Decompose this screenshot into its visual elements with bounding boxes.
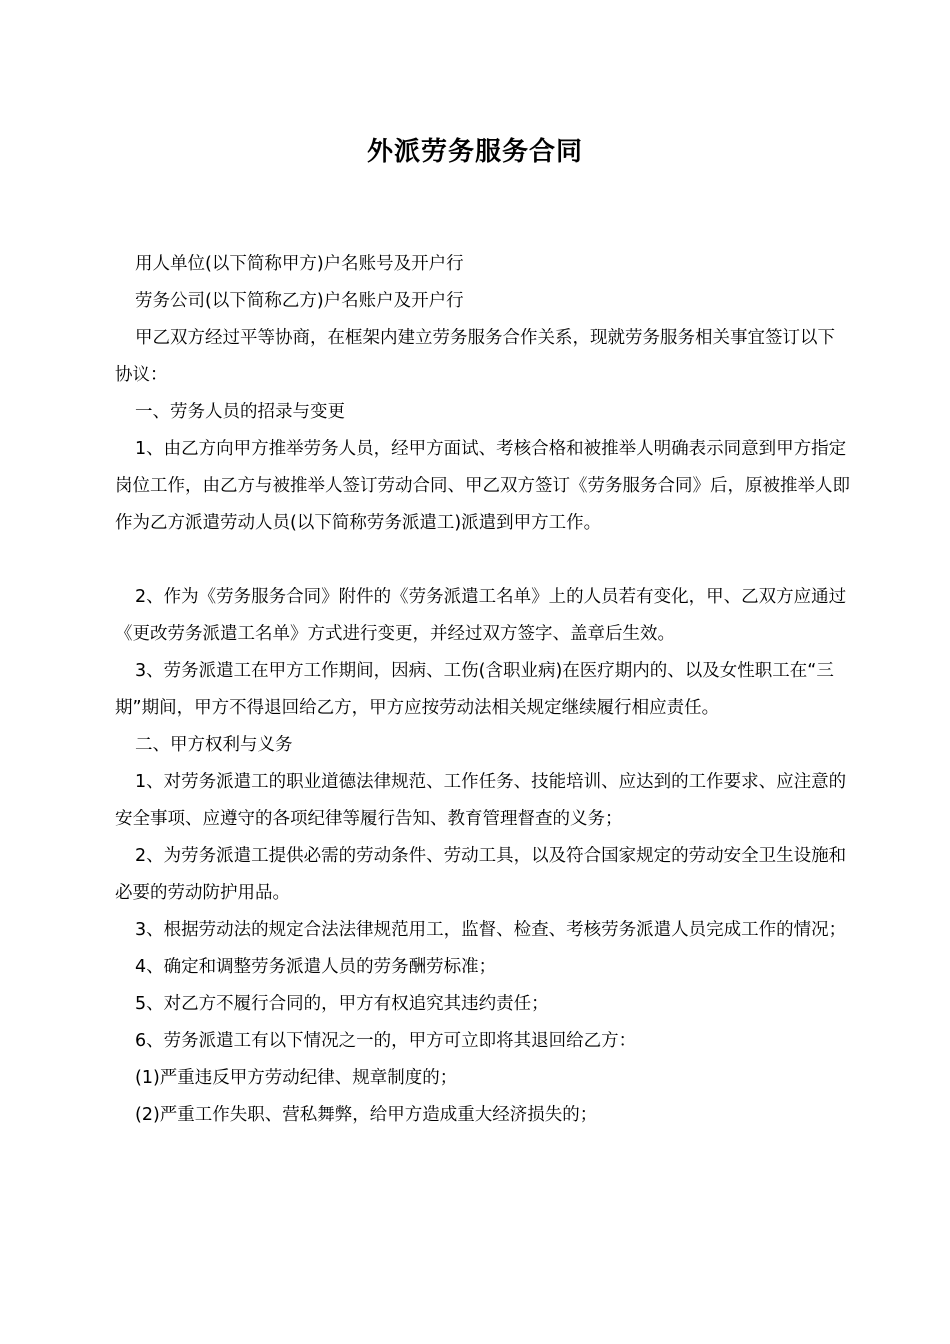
- sub-clause-item: (2)严重工作失职、营私舞弊，给甲方造成重大经济损失的；: [135, 1105, 598, 1125]
- party-a-line: 用人单位(以下简称甲方)户名账号及开户行: [135, 254, 464, 274]
- section-heading-1: 一、劳务人员的招录与变更: [135, 402, 345, 422]
- party-b-line: 劳务公司(以下简称乙方)户名账户及开户行: [135, 291, 464, 311]
- preamble-paragraph: 甲乙双方经过平等协商，在框架内建立劳务服务合作关系，现就劳务服务相关事宜签订以下协议：: [115, 328, 835, 385]
- document-title: 外派劳务服务合同: [366, 137, 583, 167]
- document-body: [115, 246, 850, 1134]
- clause-paragraph: 5、对乙方不履行合同的，甲方有权追究其违约责任；: [135, 994, 549, 1014]
- clause-paragraph: 2、作为《劳务服务合同》附件的《劳务派遣工名单》上的人员若有变化，甲、乙双方应通过《更改劳务派遣工名单》方式进行变更，并经过双方签字、盖章后生效。: [115, 587, 847, 644]
- clause-paragraph: 1、由乙方向甲方推举劳务人员，经甲方面试、考核合格和被推举人明确表示同意到甲方指定岗位工作，由乙方与被推举人签订劳动合同、甲乙双方签订《劳务服务合同》后，原被推举人即作为乙方派遣劳动人员(以下简称劳务派遣工)派遣到甲方工作。: [115, 439, 850, 533]
- clause-paragraph: 2、为劳务派遣工提供必需的劳动条件、劳动工具，以及符合国家规定的劳动安全卫生设施和必要的劳动防护用品。: [115, 846, 847, 903]
- clause-paragraph: 4、确定和调整劳务派遣人员的劳务酬劳标准；: [135, 957, 497, 977]
- clause-paragraph: 1、对劳务派遣工的职业道德法律规范、工作任务、技能培训、应达到的工作要求、应注意的安全事项、应遵守的各项纪律等履行告知、教育管理督查的义务；: [115, 772, 847, 829]
- blank-line: [115, 542, 850, 579]
- clause-paragraph: 3、劳务派遣工在甲方工作期间，因病、工伤(含职业病)在医疗期内的、以及女性职工在“三期”期间，甲方不得退回给乙方，甲方应按劳动法相关规定继续履行相应责任。: [115, 661, 834, 718]
- clause-paragraph: 6、劳务派遣工有以下情况之一的，甲方可立即将其退回给乙方：: [135, 1031, 637, 1051]
- clause-paragraph: 3、根据劳动法的规定合法法律规范用工，监督、检查、考核劳务派遣人员完成工作的情况；: [135, 920, 847, 940]
- sub-clause-item: (1)严重违反甲方劳动纪律、规章制度的；: [135, 1068, 458, 1088]
- section-heading-2: 二、甲方权利与义务: [135, 735, 293, 755]
